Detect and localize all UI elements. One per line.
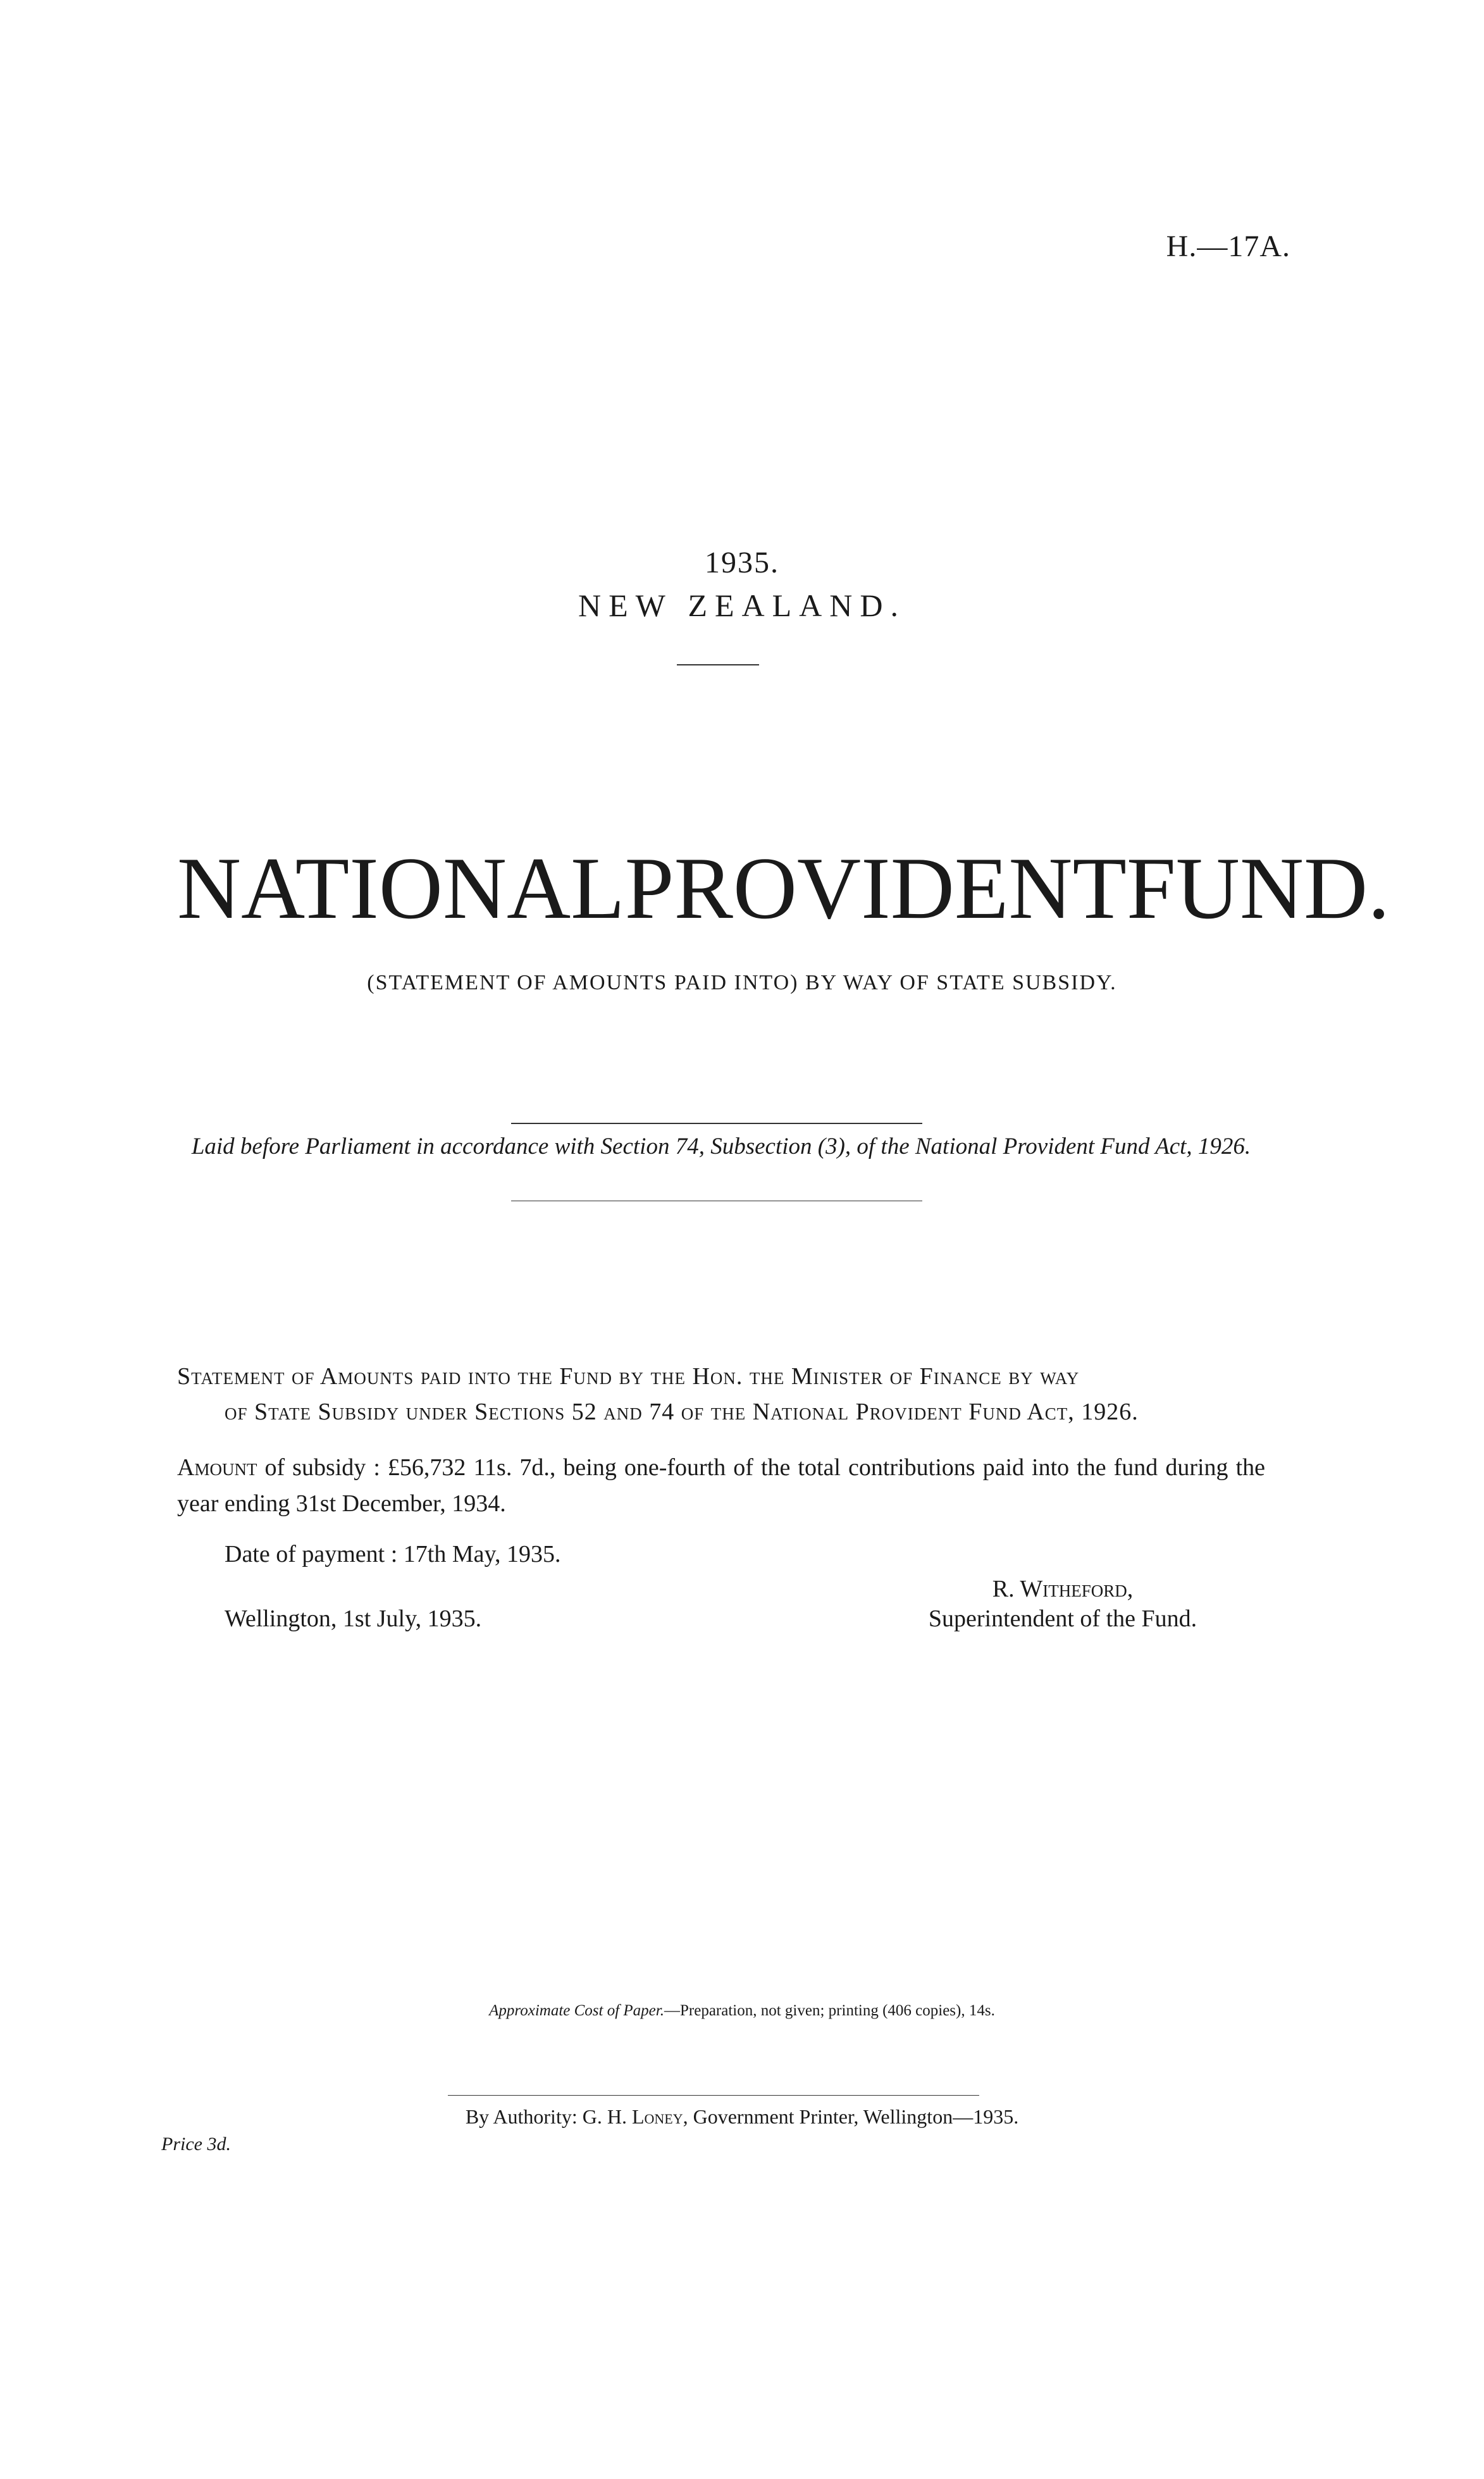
- authority-prefix: By Authority: G. H.: [465, 2105, 632, 2128]
- title-word-3: FUND.: [1126, 839, 1390, 937]
- amount-lead-word: Amount: [177, 1454, 257, 1481]
- authority-suffix: , Government Printer, Wellington—1935.: [683, 2105, 1019, 2128]
- date-of-payment: Date of payment : 17th May, 1935.: [225, 1541, 561, 1567]
- divider-above-laid-before: [511, 1123, 922, 1124]
- cost-note: [0, 2002, 1484, 2020]
- laid-before-notice: Laid before Parliament in accordance with Section 74, Subsection (3), of the National Provident Fund Act, 1926.: [191, 1134, 1251, 1159]
- statement-heading: [177, 1359, 1265, 1430]
- printer-authority: [0, 2105, 1484, 2129]
- main-title: [177, 839, 1390, 937]
- amount-paragraph: [177, 1450, 1265, 1522]
- short-divider: [677, 664, 759, 665]
- title-word-2: PROVIDENT: [624, 839, 1127, 937]
- amount-text: of subsidy : £56,732 11s. 7d., being one-fourth of the total contributions paid into the fund during the year ending 31st December, 1934.: [177, 1454, 1265, 1517]
- document-reference: H.—17A.: [1166, 230, 1290, 263]
- signatory-name: R. Witheford,: [992, 1576, 1134, 1602]
- subtitle: (STATEMENT OF AMOUNTS PAID INTO) BY WAY OF STATE SUBSIDY.: [367, 971, 1117, 994]
- title-word-1: NATIONAL: [177, 839, 625, 937]
- cost-text: —Preparation, not given; printing (406 copies), 14s.: [664, 2002, 995, 2019]
- signatory-title: Superintendent of the Fund.: [928, 1605, 1197, 1632]
- year-heading: 1935.: [705, 546, 779, 579]
- authority-name: Loney: [631, 2105, 683, 2128]
- country-heading: NEW ZEALAND.: [578, 588, 906, 623]
- cost-label: Approximate Cost of Paper.: [489, 2002, 664, 2019]
- price: Price 3d.: [161, 2134, 231, 2154]
- place-and-date: Wellington, 1st July, 1935.: [225, 1605, 482, 1632]
- footer-divider: [448, 2095, 979, 2096]
- statement-heading-line-2: of State Subsidy under Sections 52 and 74 of the National Provident Fund Act, 1926.: [225, 1399, 1139, 1425]
- statement-heading-line-1: Statement of Amounts paid into the Fund by the Hon. the Minister of Finance by way: [177, 1363, 1080, 1390]
